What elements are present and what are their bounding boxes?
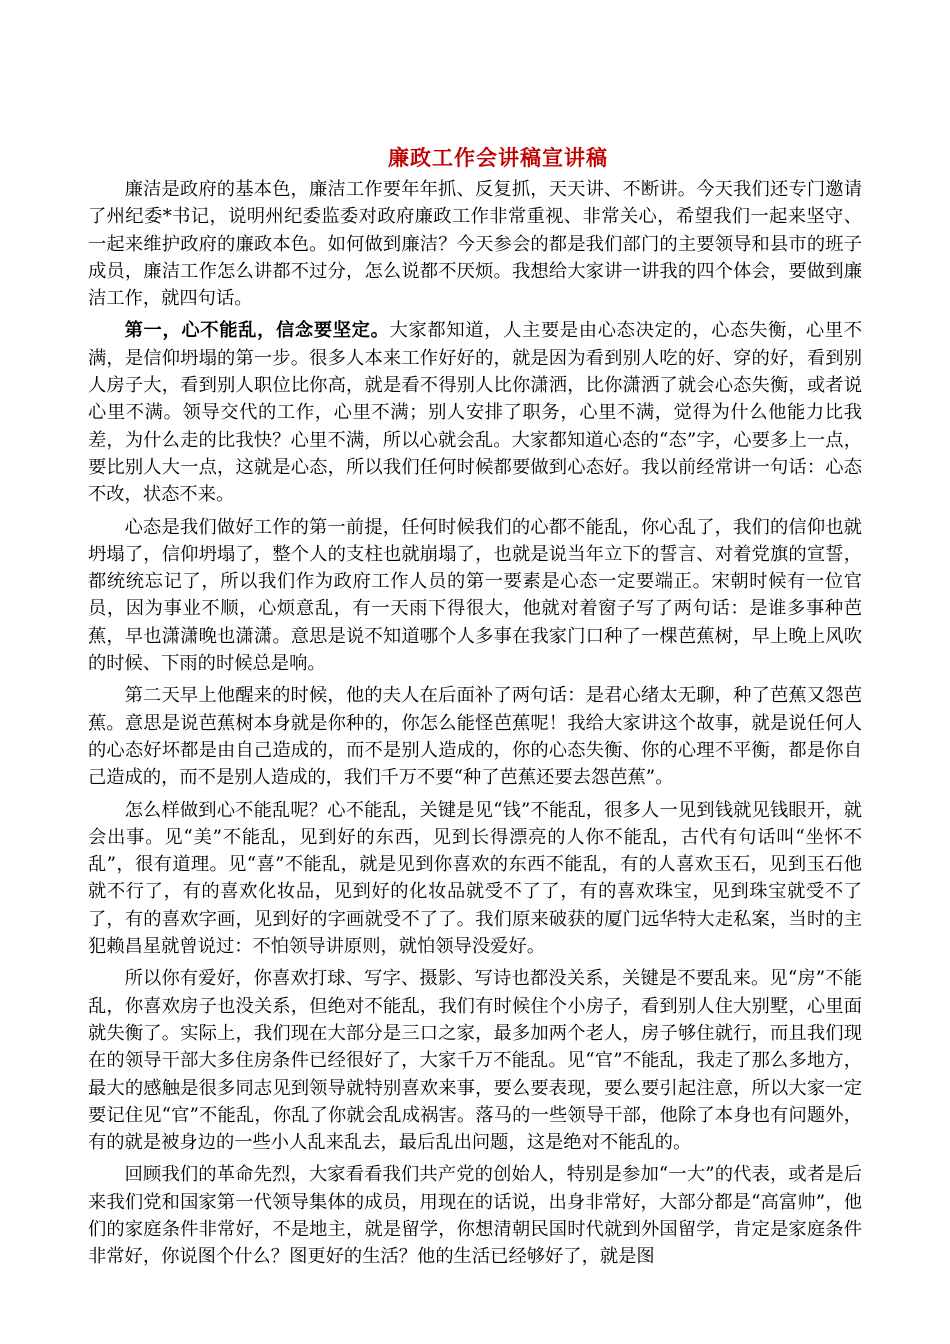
paragraph (88, 1161, 862, 1270)
paragraph (88, 514, 862, 678)
paragraph-text: 第二天早上他醒来的时候，他的夫人在后面补了两句话：是君心绪太无聊，种了芭蕉又怨芭蕉。意思是说芭蕉树本身就是你种的，你怎么能怪芭蕉呢！我给大家讲这个故事，就是说任何人的心态好坏都是由自己造成的，而不是别人造成的，你的心态失衡、你的心理不平衡，都是你自己造成的，而不是别人造成的，我们千万不要“种了芭蕉还要去怨芭蕉”。 (88, 685, 862, 789)
paragraph (88, 682, 862, 791)
paragraph-text: 心态是我们做好工作的第一前提，任何时候我们的心都不能乱，你心乱了，我们的信仰也就坍塌了，信仰坍塌了，整个人的支柱也就崩塌了，也就是说当年立下的誓言、对着党旗的宣誓，都统统忘记了，所以我们作为政府工作人员的第一要素是心态一定要端正。宋朝时候有一位官员，因为事业不顺，心烦意乱，有一天雨下得很大，他就对着窗子写了两句话：是谁多事种芭蕉，早也潇潇晚也潇潇。意思是说不知道哪个人多事在我家门口种了一棵芭蕉树，早上晚上风吹的时候、下雨的时候总是响。 (88, 516, 862, 675)
paragraph-text: 所以你有爱好，你喜欢打球、写字、摄影、写诗也都没关系，关键是不要乱来。见“房”不能乱，你喜欢房子也没关系，但绝对不能乱，我们有时候住个小房子，看到别人住大别墅，心里面就失衡了。实际上，我们现在大部分是三口之家，最多加两个老人，房子够住就行，而且我们现在的领导干部大多住房条件已经很好了，大家千万不能乱。见“官”不能乱，我走了那么多地方，最大的感触是很多同志见到领导就特别喜欢来事，要么要表现，要么要引起注意，所以大家一定要记住见“官”不能乱，你乱了你就会乱成祸害。落马的一些领导干部，他除了本身也有问题外，有的就是被身边的一些小人乱来乱去，最后乱出问题，这是绝对不能乱的。 (88, 968, 862, 1154)
document-title: 廉政工作会讲稿宣讲稿 (388, 145, 608, 170)
paragraph (88, 965, 862, 1156)
paragraph-text: 怎么样做到心不能乱呢？心不能乱，关键是见“钱”不能乱，很多人一见到钱就见钱眼开，就会出事。见“美”不能乱，见到好的东西，见到长得漂亮的人你不能乱，古代有句话叫“坐怀不乱”，很有道理。见“喜”不能乱，就是见到你喜欢的东西不能乱，有的人喜欢玉石，见到玉石他就不行了，有的喜欢化妆品，见到好的化妆品就受不了了，有的喜欢珠宝，见到珠宝就受不了了，有的喜欢字画，见到好的字画就受不了了。我们原来破获的厦门远华特大走私案，当时的主犯赖昌星就曾说过：不怕领导讲原则，就怕领导没爱好。 (88, 799, 862, 958)
paragraph-text: 大家都知道，人主要是由心态决定的，心态失衡，心里不满，是信仰坍塌的第一步。很多人本来工作好好的，就是因为看到别人吃的好、穿的好，看到别人房子大，看到别人职位比你高，就是看不得别人比你潇洒，比你潇洒了就会心态失衡，或者说心里不满。领导交代的工作，心里不满；别人安排了职务，心里不满，觉得为什么他能力比我差，为什么走的比我快？心里不满，所以心就会乱。大家都知道心态的“态”字，心要多上一点，要比别人大一点，这就是心态，所以我们任何时候都要做到心态好。我以前经常讲一句话：心态不改，状态不来。 (88, 320, 863, 506)
paragraph-text: 回顾我们的革命先烈，大家看看我们共产党的创始人，特别是参加“一大”的代表，或者是后来我们党和国家第一代领导集体的成员，用现在的话说，出身非常好，大部分都是“高富帅”，他们的家庭条件非常好，不是地主，就是留学，你想清朝民国时代就到外国留学，肯定是家庭条件非常好，你说图个什么？图更好的生活？他的生活已经够好了，就是图 (88, 1164, 862, 1268)
paragraph-text: 廉洁是政府的基本色，廉洁工作要年年抓、反复抓，天天讲、不断讲。今天我们还专门邀请了州纪委*书记，说明州纪委监委对政府廉政工作非常重视、非常关心，希望我们一起来坚守、一起来维护政府的廉政本色。如何做到廉洁？今天参会的都是我们部门的主要领导和县市的班子成员，廉洁工作怎么讲都不过分，怎么说都不厌烦。我想给大家讲一讲我的四个体会，要做到廉洁工作，就四句话。 (88, 179, 862, 310)
paragraph-lead: 第一，心不能乱，信念要坚定。 (124, 320, 390, 342)
paragraph (88, 176, 862, 312)
paragraph (88, 317, 862, 508)
paragraph (88, 797, 862, 961)
document-body (88, 176, 862, 1276)
